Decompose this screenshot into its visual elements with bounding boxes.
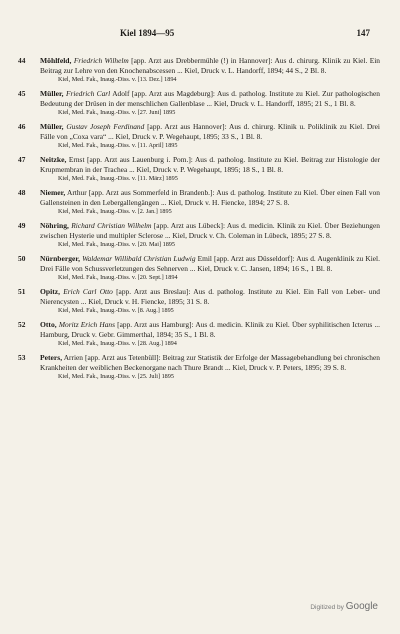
- entry-text: Arrien [app. Arzt aus Tetenbüll]: Beitrag zur Statistik der Erfolge der Massagebehandlung bei chronischen Krankheiten der weiblichen Beckenorgane nach Thure Brandt ... Kiel, Druck v. P. Peters, 1895; 39 S. 8.: [40, 353, 380, 372]
- bibliography-entry: [18, 155, 380, 183]
- entry-number: 51: [18, 287, 26, 296]
- entry-dissertation-note: Kiel, Med. Fak., Inaug.-Diss. v. [13. Dez.] 1894: [58, 76, 177, 83]
- entry-body: [40, 353, 380, 372]
- page-number: 147: [356, 28, 370, 38]
- entry-dissertation-note: Kiel, Med. Fak., Inaug.-Diss. v. [20. Mai] 1895: [58, 241, 175, 248]
- watermark-prefix: Digitized by: [310, 604, 344, 611]
- entry-author: Müller,: [40, 122, 64, 131]
- entry-given-names: Gustav Joseph Ferdinand: [66, 122, 145, 131]
- entry-dissertation-note: Kiel, Med. Fak., Inaug.-Diss. v. [20. Sept.] 1894: [58, 274, 178, 281]
- entry-author: Peters,: [40, 353, 63, 362]
- entry-dissertation-note: Kiel, Med. Fak., Inaug.-Diss. v. [8. Aug.] 1895: [58, 307, 174, 314]
- entry-text: Emil [app. Arzt aus Düsseldorf]: Aus d. Augenklinik zu Kiel. Drei Fälle von Schussverletzungen des Sehnerven ... Kiel, Druck v. C. Jansen, 1894; 16 S., 1 Bl. 8.: [40, 254, 380, 273]
- entry-given-names: Erich Carl Otto: [63, 287, 113, 296]
- bibliography-entry: [18, 221, 380, 249]
- bibliography-entry: [18, 188, 380, 216]
- bibliography-entry: [18, 89, 380, 117]
- bibliography-entry: [18, 353, 380, 381]
- entry-author: Neitzke,: [40, 155, 67, 164]
- bibliography-entry: [18, 122, 380, 150]
- entry-text: [app. Arzt aus Hamburg]: Aus d. medicin. Klinik zu Kiel. Über syphilitischen Icterus ... Hamburg, Druck v. Gebr. Gimmerthal, 1894; 35 S., 1 Bl. 8.: [40, 320, 380, 339]
- entry-given-names: Friedrich Wilhelm: [73, 56, 129, 65]
- google-logo: Google: [345, 601, 378, 612]
- entry-number: 53: [18, 353, 26, 362]
- entry-number: 50: [18, 254, 26, 263]
- entry-given-names: Moritz Erich Hans: [58, 320, 115, 329]
- entry-author: Möhlfeld,: [40, 56, 72, 65]
- entry-author: Müller,: [40, 89, 64, 98]
- entry-dissertation-note: Kiel, Med. Fak., Inaug.-Diss. v. [28. Aug.] 1894: [58, 340, 177, 347]
- entry-body: [40, 122, 380, 141]
- entry-dissertation-note: Kiel, Med. Fak., Inaug.-Diss. v. [27. Juni] 1895: [58, 109, 176, 116]
- entry-body: [40, 320, 380, 339]
- entry-dissertation-note: Kiel, Med. Fak., Inaug.-Diss. v. [11. März] 1895: [58, 175, 178, 182]
- entry-given-names: Waldemar Willibald Christian Ludwig: [82, 254, 196, 263]
- entry-author: Nöhring,: [40, 221, 69, 230]
- entry-dissertation-note: Kiel, Med. Fak., Inaug.-Diss. v. [25. Juli] 1895: [58, 373, 174, 380]
- entry-text: [app. Arzt aus Drebbermühle (!) in Hannover]: Aus d. chirurg. Klinik zu Kiel. Ein Beitrag zur Lehre von den Knochenabscessen ... Kiel, Druck v. L. Handorff, 1894; 44 S., 2 Bl. 8.: [40, 56, 380, 75]
- entry-dissertation-note: Kiel, Med. Fak., Inaug.-Diss. v. [11. April] 1895: [58, 142, 178, 149]
- entry-given-names: Friedrich Carl: [65, 89, 111, 98]
- entry-author: Nürnberger,: [40, 254, 81, 263]
- entry-number: 44: [18, 56, 26, 65]
- bibliography-entry: [18, 56, 380, 84]
- entry-body: [40, 155, 380, 174]
- entry-body: [40, 89, 380, 108]
- running-title: Kiel 1894—95: [120, 28, 175, 38]
- entry-text: [app. Arzt aus Breslau]: Aus d. patholog. Institute zu Kiel. Ein Fall von Leber- und Nierencysten ... Kiel, Druck v. H. Fiencke, 1895; 31 S. 8.: [40, 287, 380, 306]
- entry-body: [40, 56, 380, 75]
- entry-text: Ernst [app. Arzt aus Lauenburg i. Pom.]: Aus d. patholog. Institute zu Kiel. Beitrag zur Histologie der Krupmembran in der Trachea ... Kiel, Druck v. P. Wegehaupt, 1895; 18 S., 1 Bl. 8.: [40, 155, 380, 174]
- entry-body: [40, 188, 380, 207]
- bibliography-entry: [18, 287, 380, 315]
- entry-text: Arthur [app. Arzt aus Sommerfeld in Brandenb.]: Aus d. patholog. Institute zu Kiel. Über einen Fall von Gallensteinen in den Lebergallengängen ... Kiel, Druck v. H. Fiencke, 1894; 27 S. 8.: [40, 188, 380, 207]
- entry-number: 48: [18, 188, 26, 197]
- entry-dissertation-note: Kiel, Med. Fak., Inaug.-Diss. v. [2. Jan.] 1895: [58, 208, 172, 215]
- bibliography-entry: [18, 254, 380, 282]
- entry-number: 49: [18, 221, 26, 230]
- entry-number: 45: [18, 89, 26, 98]
- bibliography-entry: [18, 320, 380, 348]
- entry-text: [app. Arzt aus Lübeck]: Aus d. medicin. Klinik zu Kiel. Über Beziehungen zwischen Hysterie und multipler Sclerose ... Kiel, Druck v. Ch. Coleman in Lübeck, 1895; 27 S. 8.: [40, 221, 380, 240]
- entry-given-names: Richard Christian Wilhelm: [71, 221, 152, 230]
- entry-text: [app. Arzt aus Hannover]: Aus d. chirurg. Klinik u. Poliklinik zu Kiel. Drei Fälle von „Coxa vara“ ... Kiel, Druck v. P. Wegehaupt, 1895; 33 S., 1 Bl. 8.: [40, 122, 380, 141]
- digitized-watermark: [310, 601, 378, 612]
- entry-text: Adolf [app. Arzt aus Magdeburg]: Aus d. patholog. Institute zu Kiel. Zur pathologischen Bedeutung der Drüsen in der menschlichen Gallenblase ... Kiel, Druck v. L. Handorff, 1895; 21 S., 1 Bl. 8.: [40, 89, 380, 108]
- entry-author: Opitz,: [40, 287, 61, 296]
- entry-author: Otto,: [40, 320, 57, 329]
- entry-number: 47: [18, 155, 26, 164]
- entry-number: 52: [18, 320, 26, 329]
- entry-author: Niemer,: [40, 188, 66, 197]
- running-header: [120, 28, 370, 42]
- entry-body: [40, 254, 380, 273]
- entry-body: [40, 287, 380, 306]
- entry-number: 46: [18, 122, 26, 131]
- entry-body: [40, 221, 380, 240]
- entry-list: [18, 56, 380, 386]
